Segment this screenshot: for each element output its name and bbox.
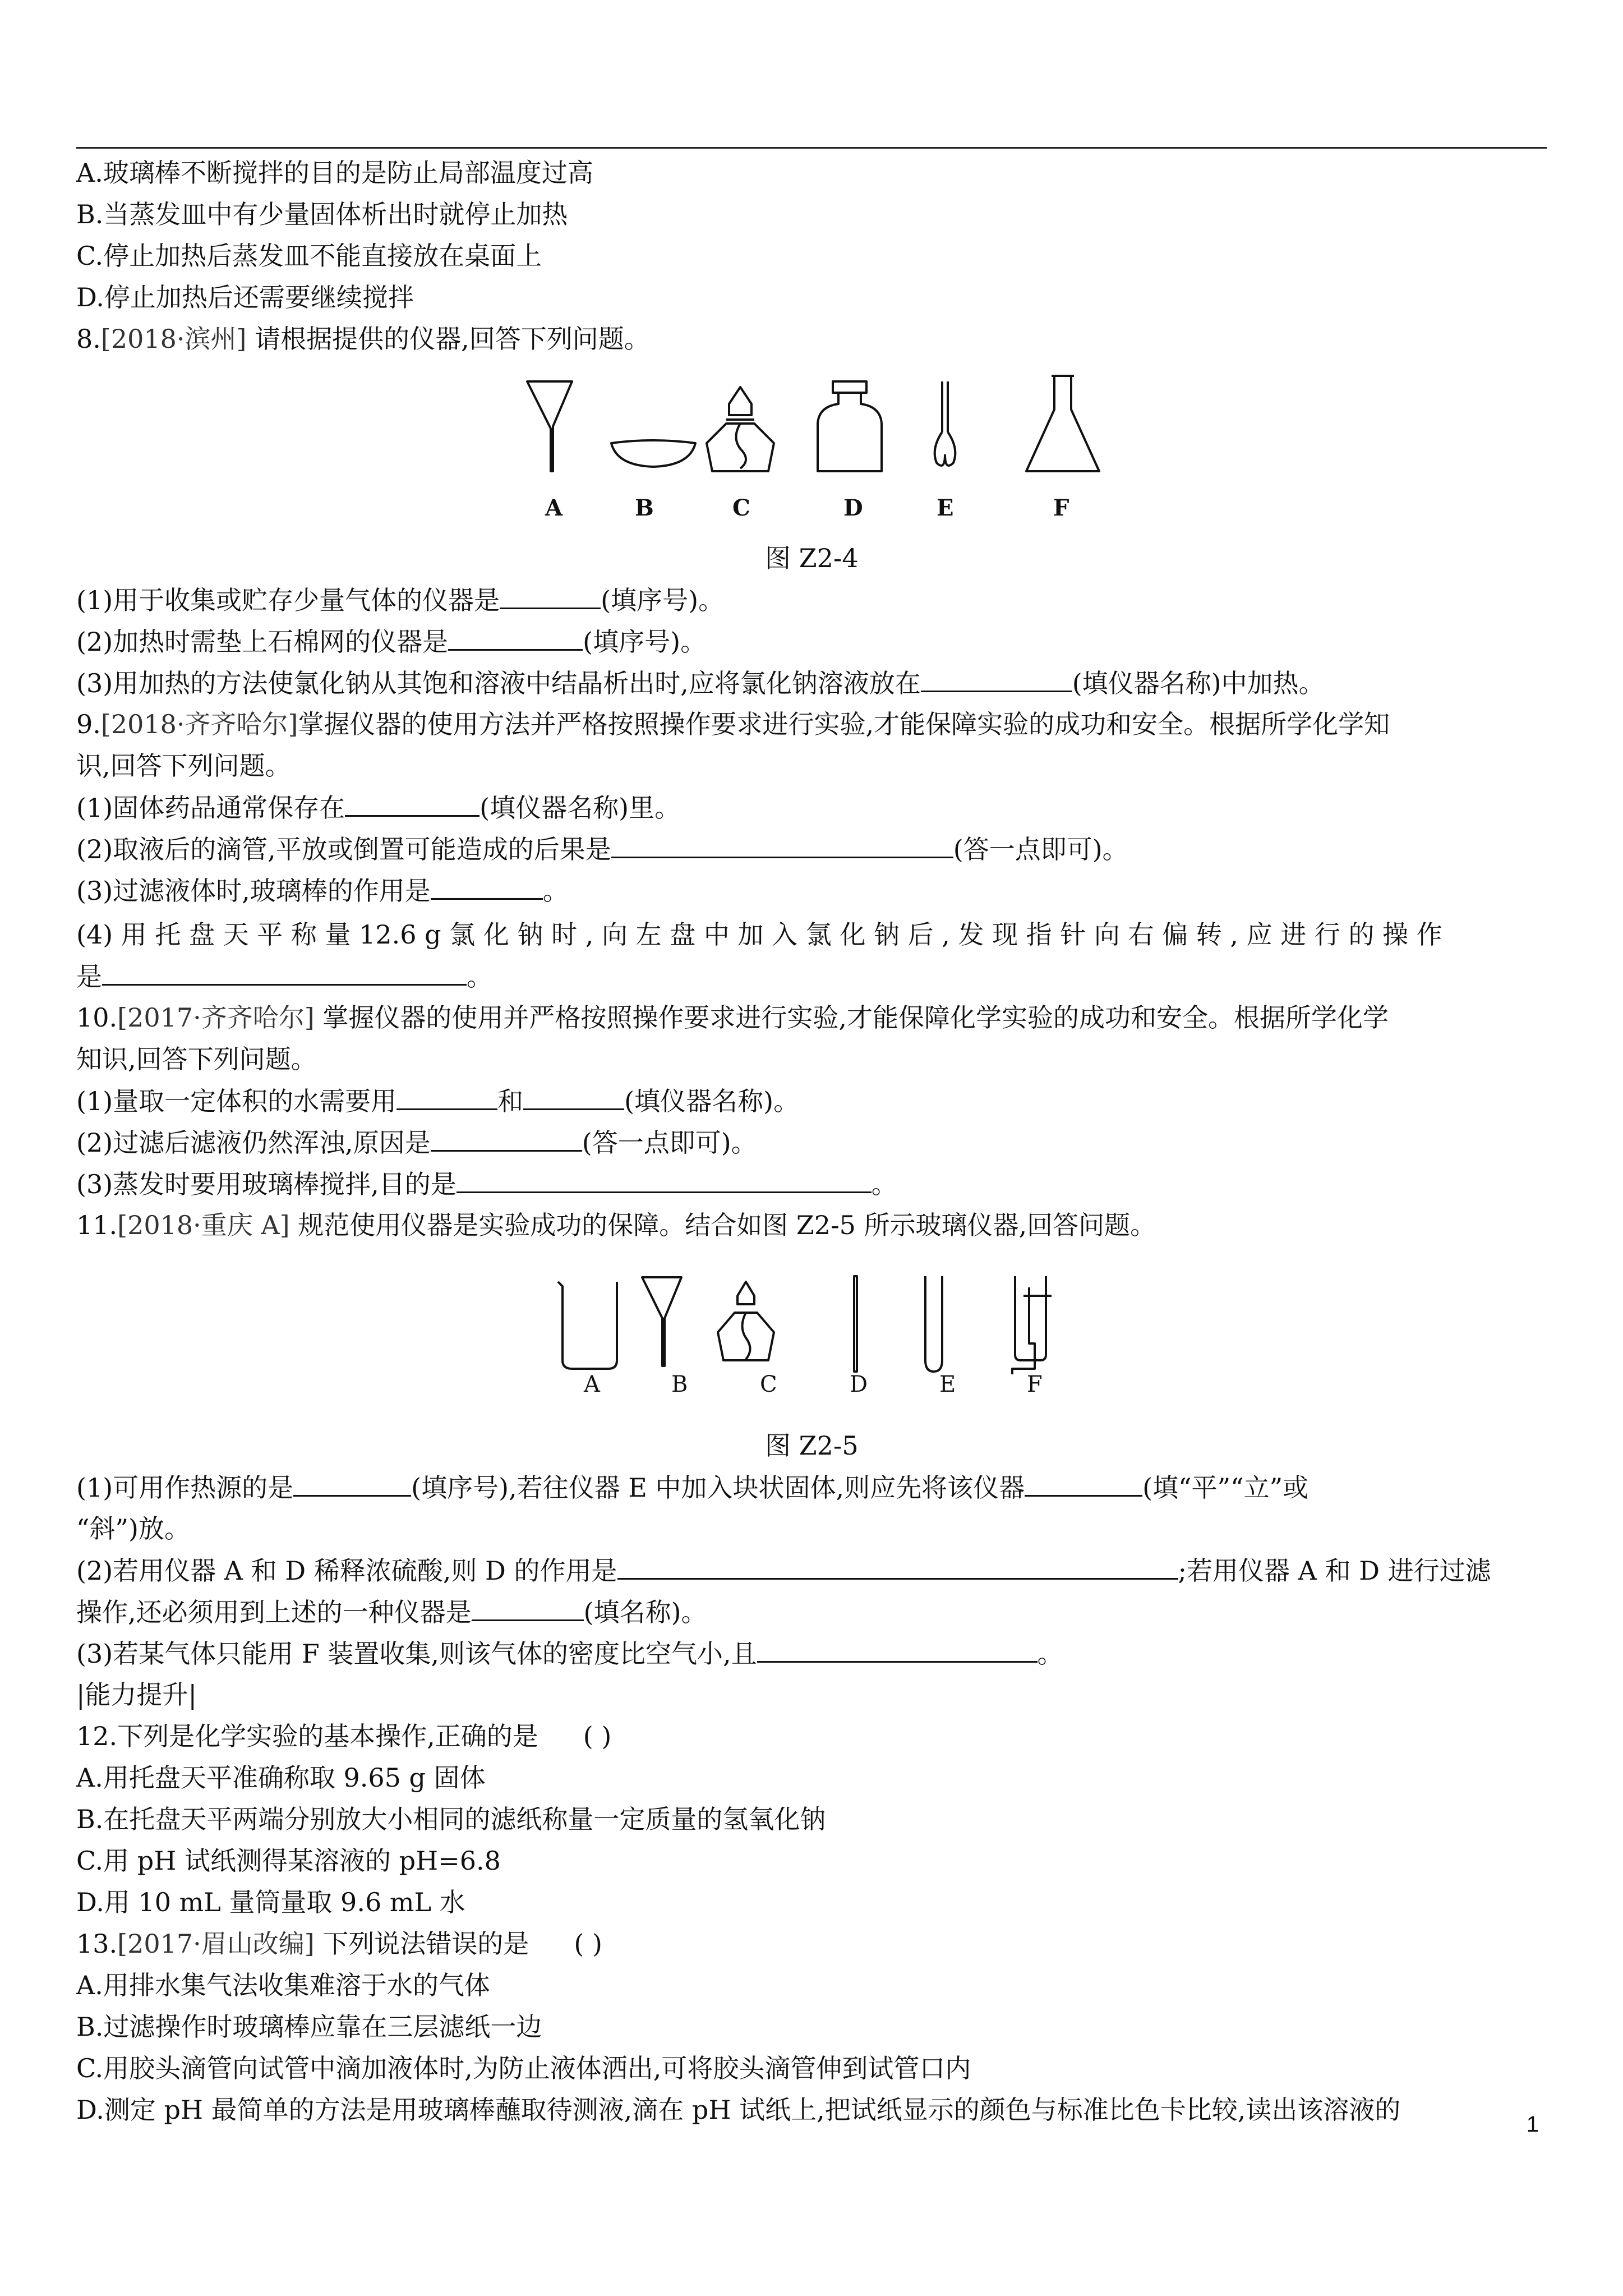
answer-blank[interactable] xyxy=(1025,1470,1142,1497)
fig-z2-4-label-a: A xyxy=(545,495,563,521)
fig-z2-5-label-e: E xyxy=(939,1372,956,1397)
figure-z2-4-drawing xyxy=(505,370,1150,505)
q11-stem: 11.[2018·重庆 A] 规范使用仪器是实验成功的保障。结合如图 Z2-5 所示玻璃仪器,回答问题。 xyxy=(76,1210,1156,1240)
conical-flask-icon xyxy=(1026,376,1099,471)
section-heading: |能力提升| xyxy=(76,1680,197,1710)
answer-parentheses[interactable]: ( ) xyxy=(574,1929,602,1959)
answer-parentheses[interactable]: ( ) xyxy=(583,1721,612,1751)
answer-blank[interactable] xyxy=(396,1084,497,1110)
answer-blank[interactable] xyxy=(293,1470,411,1497)
glass-rod-icon xyxy=(854,1276,857,1372)
evaporating-dish-icon xyxy=(611,440,695,467)
figure-z2-5 xyxy=(547,1271,1074,1397)
q9-part-4-cont: 是 。 xyxy=(76,959,492,993)
q10-stem-line-1: 10.[2017·齐齐哈尔] 掌握仪器的使用并严格按照操作要求进行实验,才能保障化学实验的成功和安全。根据所学化学 xyxy=(76,1002,1389,1033)
answer-blank[interactable] xyxy=(457,1167,872,1193)
q10-stem-line-2: 知识,回答下列问题。 xyxy=(76,1044,317,1074)
q9-stem-line-1: 9.[2018·齐齐哈尔]掌握仪器的使用方法并严格按照操作要求进行实验,才能保障实验的成功和安全。根据所学化学知 xyxy=(76,709,1390,739)
answer-blank[interactable] xyxy=(523,1084,624,1110)
answer-blank[interactable] xyxy=(472,1595,584,1621)
q11-part-1-cont: “斜”)放。 xyxy=(76,1513,190,1544)
q7-option-b: B.当蒸发皿中有少量固体析出时就停止加热 xyxy=(76,199,568,229)
q12-option-c: C.用 pH 试纸测得某溶液的 pH=6.8 xyxy=(76,1846,501,1876)
funnel-icon xyxy=(642,1277,681,1366)
q9-stem-line-2: 识,回答下列问题。 xyxy=(76,751,291,781)
q13-option-d: D.测定 pH 最简单的方法是用玻璃棒蘸取待测液,滴在 pH 试纸上,把试纸显示的颜色与标准比色卡比较,读出该溶液的 xyxy=(76,2095,1401,2125)
q13-option-b: B.过滤操作时玻璃棒应靠在三层滤纸一边 xyxy=(76,2012,542,2042)
q7-option-c: C.停止加热后蒸发皿不能直接放在桌面上 xyxy=(76,241,542,271)
figure-z2-5-drawing xyxy=(547,1271,1074,1383)
q11-part-1: (1)可用作热源的是 (填序号),若往仪器 E 中加入块状固体,则应先将该仪器 (填“平”“立”或 xyxy=(76,1470,1308,1504)
fig-z2-5-label-f: F xyxy=(1027,1372,1043,1397)
header-rule xyxy=(76,147,1547,149)
figure-z2-4 xyxy=(505,370,1150,521)
alcohol-lamp-icon xyxy=(707,387,774,471)
answer-blank[interactable] xyxy=(431,1125,582,1152)
gas-collection-icon xyxy=(1012,1276,1052,1374)
fig-z2-4-label-e: E xyxy=(937,495,954,521)
funnel-icon xyxy=(527,381,572,471)
q13-option-c: C.用胶头滴管向试管中滴加液体时,为防止液体洒出,可将胶头滴管伸到试管口内 xyxy=(76,2053,971,2083)
q11-source: [2018·重庆 A] xyxy=(117,1210,290,1240)
q8-part-2: (2)加热时需垫上石棉网的仪器是 (填序号)。 xyxy=(76,624,706,659)
q7-option-d: D.停止加热后还需要继续搅拌 xyxy=(76,282,414,312)
fig-z2-5-label-a: A xyxy=(584,1372,600,1397)
answer-blank[interactable] xyxy=(611,832,953,858)
fig-z2-4-label-b: B xyxy=(635,495,654,521)
q12-option-b: B.在托盘天平两端分别放大小相同的滤纸称量一定质量的氢氧化钠 xyxy=(76,1804,826,1834)
answer-blank[interactable] xyxy=(921,666,1072,692)
q9-part-1: (1)固体药品通常保存在 (填仪器名称)里。 xyxy=(76,790,680,825)
answer-blank[interactable] xyxy=(431,873,543,900)
q11-part-2-cont: 操作,还必须用到上述的一种仪器是 (填名称)。 xyxy=(76,1595,707,1629)
answer-blank[interactable] xyxy=(345,790,479,817)
q12-option-a: A.用托盘天平准确称取 9.65 g 固体 xyxy=(76,1763,486,1793)
q8-source: [2018·滨州] xyxy=(100,324,247,354)
q13-option-a: A.用排水集气法收集难溶于水的气体 xyxy=(76,1970,490,2000)
q10-source: [2017·齐齐哈尔] xyxy=(117,1002,315,1033)
q9-part-2: (2)取液后的滴管,平放或倒置可能造成的后果是 (答一点即可)。 xyxy=(76,832,1128,866)
crucible-tongs-icon xyxy=(935,381,956,466)
q8-part-1: (1)用于收集或贮存少量气体的仪器是 (填序号)。 xyxy=(76,583,724,617)
fig-z2-5-label-b: B xyxy=(671,1372,688,1397)
q11-part-2: (2)若用仪器 A 和 D 稀释浓硫酸,则 D 的作用是 ;若用仪器 A 和 D 进行过滤 xyxy=(76,1553,1491,1588)
q8-stem xyxy=(76,322,650,356)
answer-blank[interactable] xyxy=(757,1636,1038,1663)
figure-z2-5-caption: 图 Z2-5 xyxy=(765,1430,859,1461)
q7-option-a: A.玻璃棒不断搅拌的目的是防止局部温度过高 xyxy=(76,158,593,188)
figure-z2-4-caption: 图 Z2-4 xyxy=(765,543,859,573)
gas-collecting-bottle-icon xyxy=(818,381,882,471)
answer-blank[interactable] xyxy=(448,624,583,651)
page-number: 1 xyxy=(1526,2112,1539,2137)
q10-part-2: (2)过滤后滤液仍然浑浊,原因是 (答一点即可)。 xyxy=(76,1125,757,1159)
q9-part-4: (4) 用 托 盘 天 平 称 量 12.6 g 氯 化 钠 时 , 向 左 盘 中 加 入 氯 化 钠 后 , 发 现 指 针 向 右 偏 转 , 应 进 行 的 操 作 xyxy=(76,919,1442,950)
answer-blank[interactable] xyxy=(500,583,601,609)
q8-part-3: (3)用加热的方法使氯化钠从其饱和溶液中结晶析出时,应将氯化钠溶液放在 (填仪器名称)中加热。 xyxy=(76,666,1325,700)
q12-stem: 12.下列是化学实验的基本操作,正确的是 ( ) xyxy=(76,1721,612,1751)
q8-stem-text: 请根据提供的仪器,回答下列问题。 xyxy=(246,324,650,354)
q11-part-3: (3)若某气体只能用 F 装置收集,则该气体的密度比空气小,且 。 xyxy=(76,1636,1063,1671)
alcohol-lamp-icon xyxy=(718,1282,774,1360)
fig-z2-4-label-c: C xyxy=(732,495,750,521)
q10-part-1: (1)量取一定体积的水需要用 和 (填仪器名称)。 xyxy=(76,1084,799,1118)
test-tube-icon xyxy=(925,1276,942,1372)
q13-stem: 13.[2017·眉山改编] 下列说法错误的是 ( ) xyxy=(76,1929,602,1959)
fig-z2-5-label-d: D xyxy=(850,1372,868,1397)
beaker-icon xyxy=(558,1282,617,1369)
q13-source: [2017·眉山改编] xyxy=(117,1929,315,1959)
fig-z2-4-label-d: D xyxy=(843,495,863,521)
answer-blank[interactable] xyxy=(102,959,467,986)
answer-blank[interactable] xyxy=(617,1553,1178,1580)
q9-part-3: (3)过滤液体时,玻璃棒的作用是 。 xyxy=(76,873,569,908)
q12-option-d: D.用 10 mL 量筒量取 9.6 mL 水 xyxy=(76,1887,465,1917)
q9-source: [2018·齐齐哈尔] xyxy=(100,709,298,739)
fig-z2-4-label-f: F xyxy=(1053,495,1069,521)
fig-z2-5-label-c: C xyxy=(760,1372,777,1397)
q8-number: 8. xyxy=(76,324,101,354)
q10-part-3: (3)蒸发时要用玻璃棒搅拌,目的是 。 xyxy=(76,1167,897,1201)
